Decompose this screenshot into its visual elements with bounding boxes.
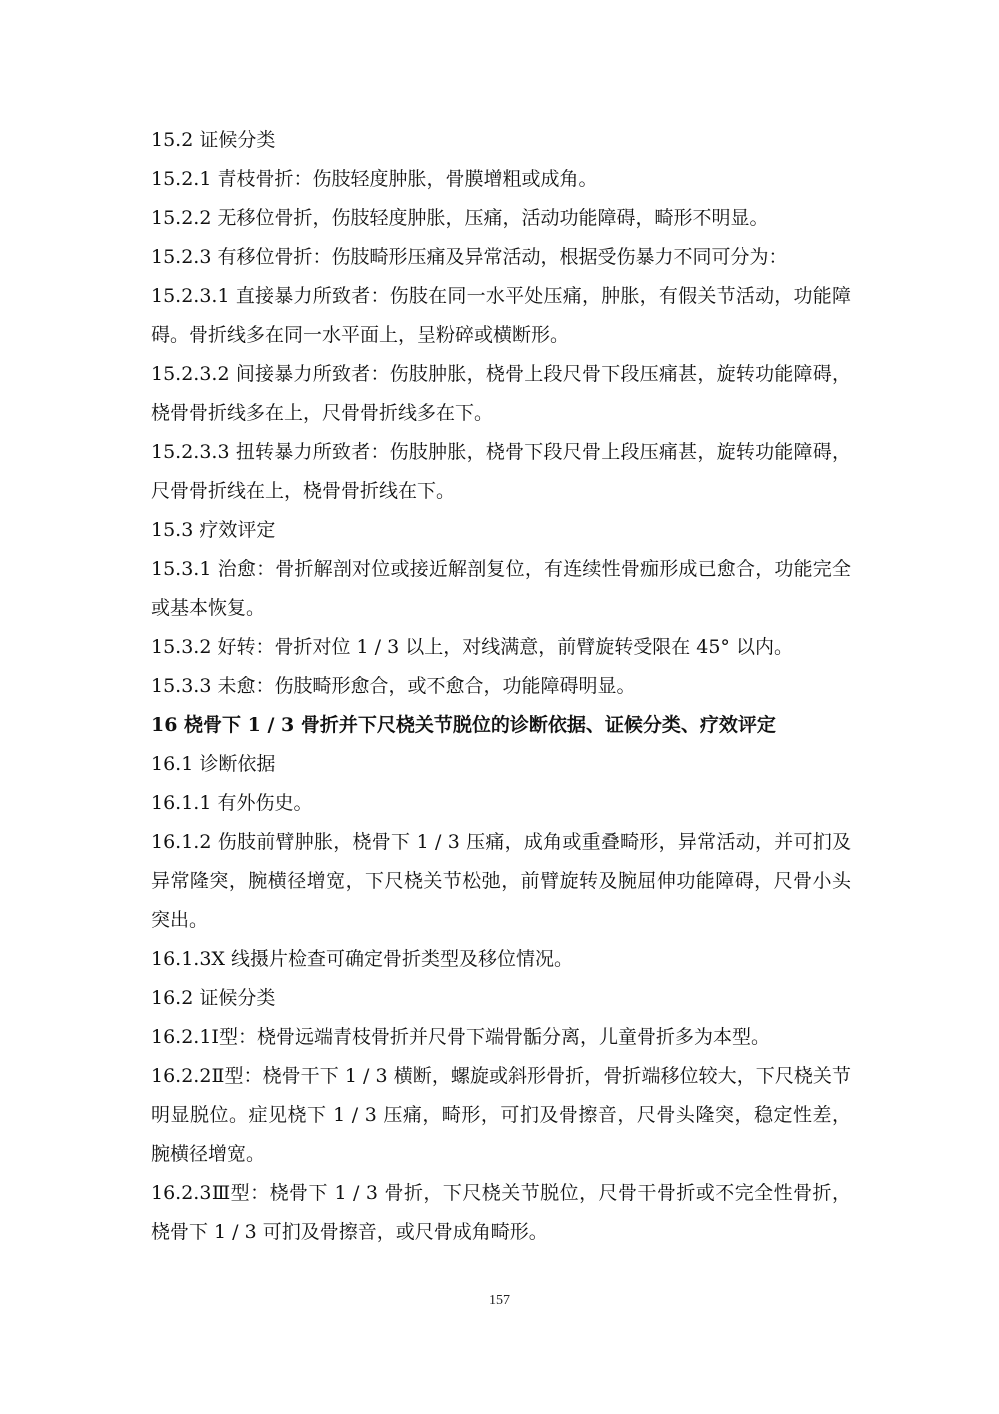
paragraph: 16.2.3Ⅲ型：桡骨下 1 / 3 骨折，下尺桡关节脱位，尺骨干骨折或不完全性骨折，桡骨下 1 / 3 可扪及骨擦音，或尺骨成角畸形。 (151, 1182, 851, 1243)
paragraph: 15.2.3.3 扭转暴力所致者：伤肢肿胀，桡骨下段尺骨上段压痛甚，旋转功能障碍，尺骨骨折线在上，桡骨骨折线在下。 (151, 441, 851, 502)
page-body (151, 121, 851, 1252)
paragraph: 15.3.2 好转：骨折对位 1 / 3 以上，对线满意，前臂旋转受限在 45° 以内。 (151, 636, 793, 658)
paragraph: 16.1 诊断依据 (151, 753, 276, 775)
paragraph: 15.2.1 青枝骨折：伤肢轻度肿胀，骨膜增粗或成角。 (151, 168, 598, 190)
section-heading: 16 桡骨下 1 / 3 骨折并下尺桡关节脱位的诊断依据、证候分类、疗效评定 (151, 714, 776, 736)
paragraph: 15.2.3.1 直接暴力所致者：伤肢在同一水平处压痛，肿胀，有假关节活动，功能障碍。骨折线多在同一水平面上，呈粉碎或横断形。 (151, 285, 851, 346)
paragraph: 16.2.1Ⅰ型：桡骨远端青枝骨折并尺骨下端骨骺分离，儿童骨折多为本型。 (151, 1026, 770, 1048)
paragraph: 16.1.3X 线摄片检查可确定骨折类型及移位情况。 (151, 948, 573, 970)
paragraph: 15.3.3 未愈：伤肢畸形愈合，或不愈合，功能障碍明显。 (151, 675, 636, 697)
paragraph: 15.2 证候分类 (151, 129, 276, 151)
paragraph: 16.2.2Ⅱ型：桡骨干下 1 / 3 横断，螺旋或斜形骨折，骨折端移位较大，下尺桡关节明显脱位。症见桡下 1 / 3 压痛，畸形，可扪及骨擦音，尺骨头隆突，稳定性差，腕横径增宽。 (151, 1065, 851, 1165)
paragraph: 15.2.2 无移位骨折，伤肢轻度肿胀，压痛，活动功能障碍，畸形不明显。 (151, 207, 769, 229)
paragraph: 15.3 疗效评定 (151, 519, 276, 541)
paragraph: 15.2.3.2 间接暴力所致者：伤肢肿胀，桡骨上段尺骨下段压痛甚，旋转功能障碍，桡骨骨折线多在上，尺骨骨折线多在下。 (151, 363, 851, 424)
paragraph: 16.2 证候分类 (151, 987, 276, 1009)
paragraph: 15.3.1 治愈：骨折解剖对位或接近解剖复位，有连续性骨痂形成已愈合，功能完全或基本恢复。 (151, 558, 851, 619)
page-number: 157 (489, 1293, 510, 1308)
paragraph: 15.2.3 有移位骨折：伤肢畸形压痛及异常活动，根据受伤暴力不同可分为： (151, 246, 788, 268)
paragraph: 16.1.2 伤肢前臂肿胀，桡骨下 1 / 3 压痛，成角或重叠畸形，异常活动，并可扪及异常隆突，腕横径增宽，下尺桡关节松弛，前臂旋转及腕屈伸功能障碍，尺骨小头突出。 (151, 831, 851, 931)
paragraph: 16.1.1 有外伤史。 (151, 792, 313, 814)
